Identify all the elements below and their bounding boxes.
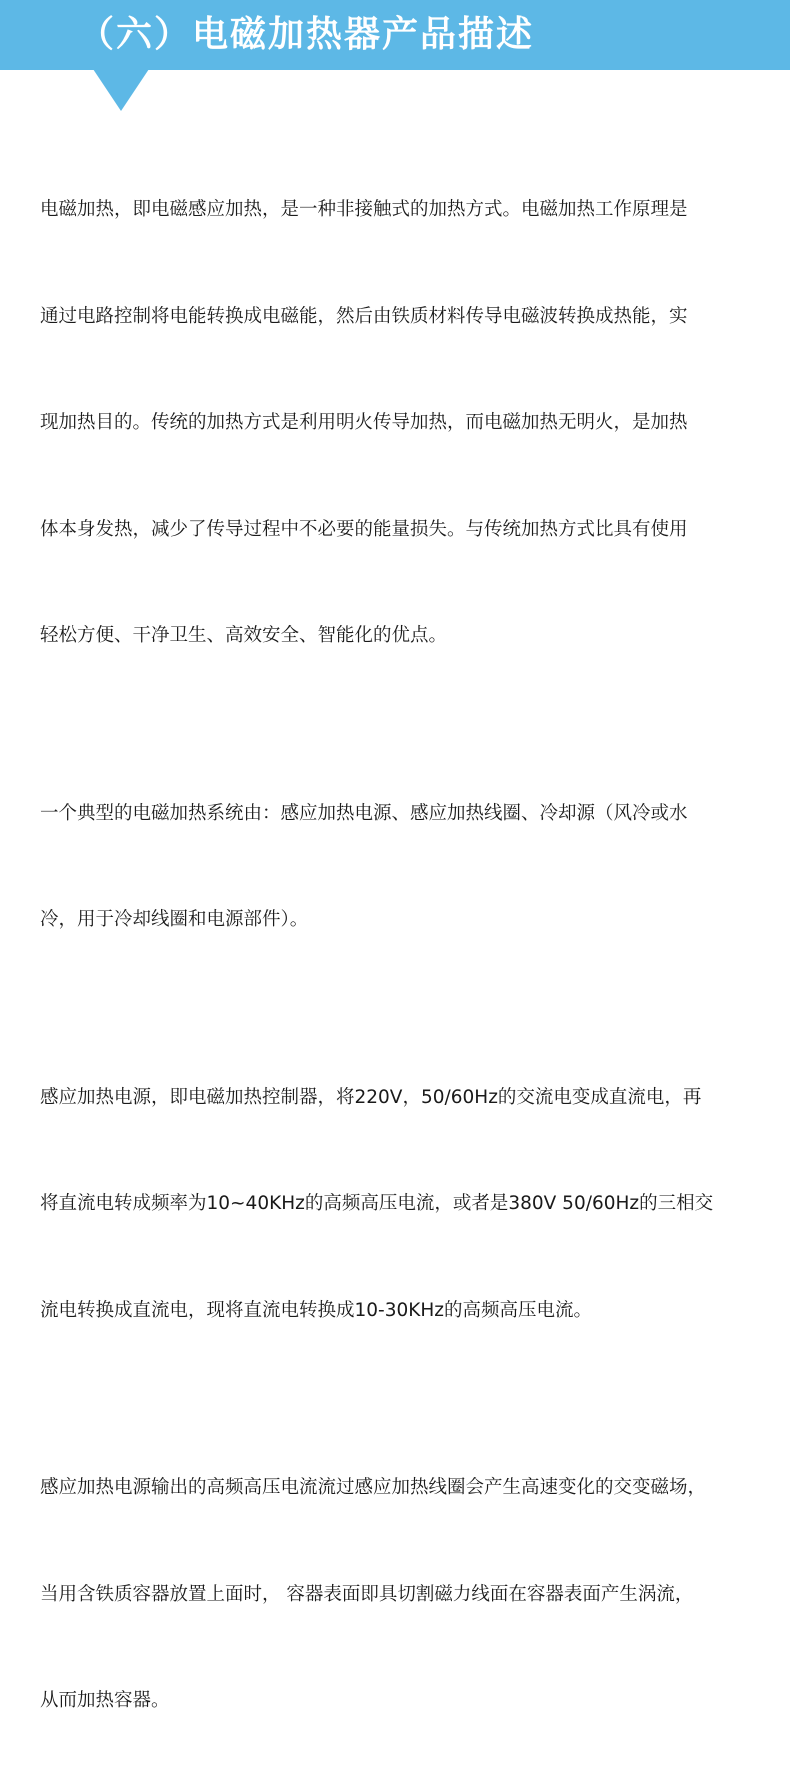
text-line: 从而加热容器。 bbox=[40, 1690, 170, 1711]
text-line: 感应加热电源输出的高频高压电流流过感应加热线圈会产生高速变化的交变磁场， bbox=[40, 1477, 707, 1498]
text-line: 当用含铁质容器放置上面时， 容器表面即具切割磁力线面在容器表面产生涡流， bbox=[40, 1583, 694, 1605]
text-line: 感应加热电源，即电磁加热控制器，将220V，50/60Hz的交流电变成直流电，再 bbox=[40, 1086, 702, 1108]
description-body bbox=[40, 121, 762, 1790]
text-line: 通过电路控制将电能转换成电磁能，然后由铁质材料传导电磁波转换成热能，实 bbox=[40, 305, 688, 327]
paragraph-intro bbox=[40, 121, 762, 725]
page-title: （六）电磁加热器产品描述 bbox=[78, 14, 535, 55]
text-line: 轻松方便、干净卫生、高效安全、智能化的优点。 bbox=[40, 625, 448, 646]
text-line: 现加热目的。传统的加热方式是利用明火传导加热，而电磁加热无明火，是加热 bbox=[40, 412, 688, 433]
paragraph-power-supply bbox=[40, 1009, 762, 1400]
text-line: 将直流电转成频率为10~40KHz的高频高压电流，或者是380V 50/60Hz的三相交 bbox=[40, 1193, 714, 1214]
text-line: 电磁加热，即电磁感应加热，是一种非接触式的加热方式。电磁加热工作原理是 bbox=[40, 199, 688, 220]
text-line: 一个典型的电磁加热系统由：感应加热电源、感应加热线圈、冷却源（风冷或水 bbox=[40, 802, 688, 824]
paragraph-system bbox=[40, 725, 762, 1009]
text-line: 冷，用于冷却线圈和电源部件）。 bbox=[40, 909, 309, 930]
text-line: 体本身发热，减少了传导过程中不必要的能量损失。与传统加热方式比具有使用 bbox=[40, 518, 688, 540]
banner-pointer bbox=[93, 69, 149, 111]
text-line: 流电转换成直流电，现将直流电转换成10-30KHz的高频高压电流。 bbox=[40, 1299, 593, 1321]
paragraph-coil bbox=[40, 1399, 762, 1790]
